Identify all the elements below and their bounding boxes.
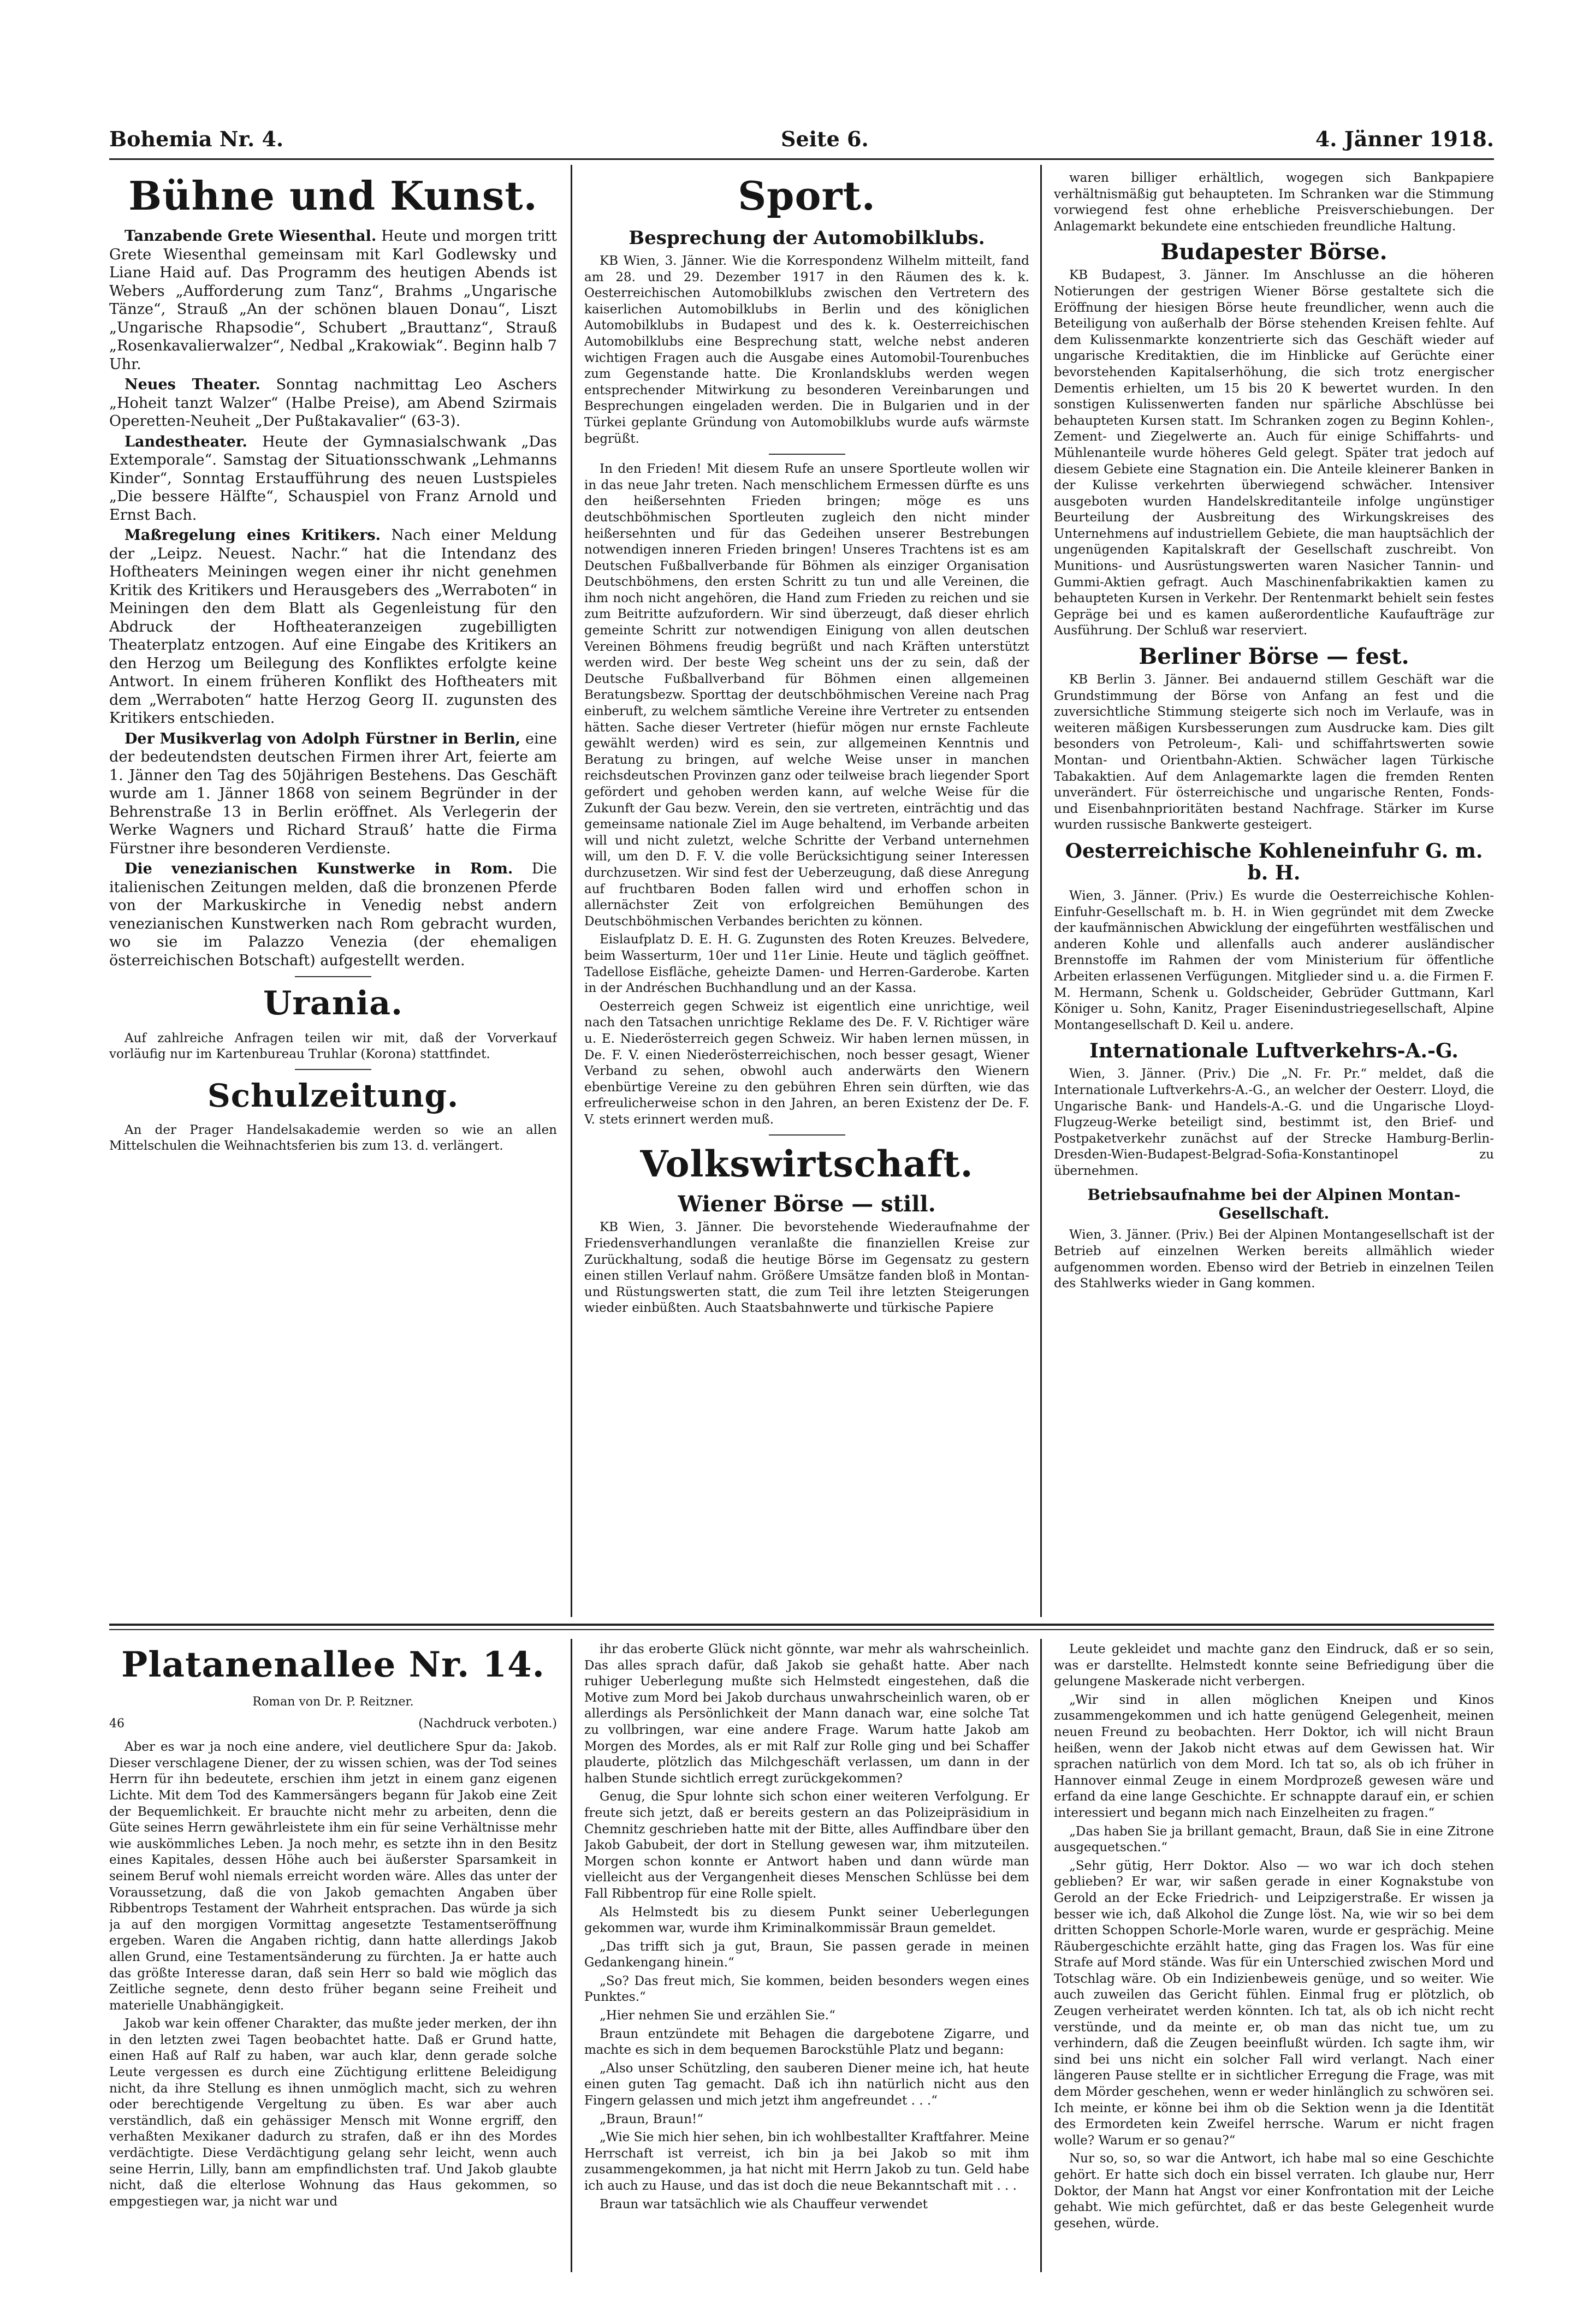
novel-paragraph: „Hier nehmen Sie und erzählen Sie.“ (600, 2008, 835, 2023)
subheading-kohleneinfuhr: Oesterreichische Kohleneinfuhr G. m. b. H. (1065, 839, 1483, 884)
subheading-berlin: Berliner Börse — fest. (1139, 644, 1409, 670)
column-divider (1040, 1639, 1042, 2272)
novel-paragraph: „Wir sind in allen möglichen Kneipen und Kinos zusammengekommen und ich hatte genügend Gelegenheit, meinen neuen Freund zu beobachten. Herr Doktor, ich will nicht Braun heißen, wenn der Jakob nicht etwas auf dem Gewissen hat. Wir sprachen natürlich von dem Mord. Ich tat so, als ob ich früher in Hannover einmal Zeuge in einem Mordprozeß gewesen wäre und erfand da eine lange Geschichte. Er schnappte darauf ein, er schien interessiert und begann mich nach Einzelheiten zu fragen.“ (1054, 1692, 1494, 1820)
article-venezianisch: Die venezianischen Kunstwerke in Rom. Die italienischen Zeitungen melden, daß die bronzenen Pferde von der Markuskirche in Venedig nebst andern venezianischen Kunstwerken nach Rom gebracht wurden, wo sie im Palazzo Venezia (der ehemaligen österreichischen Botschaft) aufgestellt werden. (109, 860, 557, 969)
novel-column-a (109, 1642, 557, 2275)
column-sport (584, 170, 1029, 1617)
novel-paragraph: ihr das eroberte Glück nicht gönnte, war mehr als wahrscheinlich. Das alles sprach dafür, daß Jakob sie gehaßt hatte. Aber nach ruhiger Ueberlegung mußte sich Helmstedt eingestehen, daß die Motive zum Mord bei Jakob durchaus unwahrscheinlich waren, ob er allerdings als Persönlichkeit der Mann danach war, eine solche Tat zu vollbringen, war eine andere Frage. Warum hatte Jakob am Morgen des Mordes, als er mit Ralf zur Rolle ging und bei Schaffer plauderte, plötzlich das Milchgeschäft verlassen, um dann in der halben Stunde sichtlich erregt zurückgekommen? (584, 1642, 1029, 1786)
novel-paragraph: „Also unser Schützling, den sauberen Diener meine ich, hat heute einen guten Tag gemacht. Daß ich ihn natürlich nicht aus den Fingern gelassen und mich jetzt ihm angefreundet . . .“ (584, 2061, 1029, 2108)
column-divider (1040, 165, 1042, 1617)
article-budapest: KB Budapest, 3. Jänner. Im Anschlusse an die höheren Notierungen der gestrigen Wiener Börse gestaltete sich die Eröffnung der hiesigen Börse heute freundlicher, wenn auch die Beteiligung von außerhalb der Börse stehenden Kreisen fehlte. Auf dem Kulissenmarkte konzentrierte sich das Geschäft wieder auf ungarische Kreditaktien, die im Hinblicke auf Gerüchte einer bevorstehenden Kapitalserhöhung, die sich trotz energischer Dementis erhielten, um 15 bis 20 K bewertet wurden. In den sonstigen Kulissenwerten fanden nur spärliche Abschlüsse bei behaupteten Kursen statt. Im Schranken zogen zu Beginn Kohlen-, Zement- und Ziegelwerte an. Auch für einige Schiffahrts- und Mühlenanteile wurde höheres Geld gelegt. Später trat jedoch auf diesem Gebiete eine Stagnation ein. Die Anteile kleinerer Banken in der Kulisse verkehrten überwiegend schwächer. Intensiver ausgeboten wurden Handelskreditanteile infolge ungünstiger Beurteilung der Ausbreitung des Wirkungskreises des Unternehmens auf industriellem Gebiete, die man hauptsächlich der ungenügenden Kapitalskraft der Gesellschaft zuschreibt. Von Munitions- und Ausrüstungswerten waren Nasicher Tannin- und Gummi-Aktien gefragt. Auch Maschinenfabrikaktien kamen zu behaupteten Kursen in Verkehr. Der Rentenmarkt behielt sein festes Gepräge bei und es kamen außerordentliche Kaufaufträge zur Ausführung. Der Schluß war reserviert. (1054, 268, 1494, 638)
novel-paragraph: Jakob war kein offener Charakter, das mußte jeder merken, der ihn in den letzten zwei Tagen beobachtet hatte. Daß er Grund hatte, einen Haß auf Ralf zu haben, war auch klar, denn gerade solche Leute vergessen es durch eine Züchtigung erlittene Beleidigung nicht, da ihre Stellung es ihnen unmöglich macht, sich zu wehren oder berechtigende Vergeltung zu üben. Es war aber auch verständlich, daß ein gehässiger Mensch mit Wonne ergriff, den verhaßten Mexikaner dadurch zu strafen, daß er ihn des Mordes verdächtigte. Diese Verdächtigung gelang sehr leicht, wenn auch seine Herrin, Lilly, bann am empfindlichsten traf. Und Jakob glaubte nicht, daß die elterlose Wohnung das Haus gekommen, so empgestiegen war, ja nicht war und (109, 2017, 557, 2209)
separator (769, 1134, 845, 1136)
novel-paragraph: „Das haben Sie ja brillant gemacht, Braun, daß Sie in eine Zitrone ausgequetschen.“ (1054, 1824, 1494, 1855)
article-wiener-boerse: KB Wien, 3. Jänner. Die bevorstehende Wiederaufnahme der Friedensverhandlungen veranlaßte die finanziellen Kreise zur Zurückhaltung, sodaß die heutige Börse im Gegensatz zu gestern einen stillen Verlauf nahm. Größere Umsätze fanden bloß in Montan- und Rüstungswerten statt, die zum Teil ihre letzten Steigerungen wieder einbüßten. Auch Staatsbahnwerte und türkische Papiere (584, 1220, 1029, 1316)
page-header (109, 127, 1494, 154)
novel-paragraph: „Das trifft sich ja gut, Braun, Sie passen gerade in meinen Gedankengang hinein.“ (584, 1939, 1029, 1970)
novel-paragraph: „Braun, Braun!“ (600, 2112, 704, 2126)
subheading-alpine: Betriebsaufnahme bei der Alpinen Montan-Gesellschaft. (1087, 1186, 1461, 1223)
article-berlin: KB Berlin 3. Jänner. Bei andauernd stillem Geschäft war die Grundstimmung der Börse von Anfang an fest und die zuversichtliche Stimmung steigerte sich noch im Verlaufe, was in weiteren mäßigen Kursbesserungen zum Ausdrucke kam. Dies gilt besonders von Petroleum-, Kali- und schiffahrtswerten sowie Montan- und Orientbahn-Aktien. Schwächer lagen Türkische Tabakaktien. Auf dem Anlagemarkte lagen die fremden Renten unverändert. Für österreichische und ungarische Renten, Fonds- und Eisenbahnprioritäten bestand Nachfrage. Stärker im Kurse wurden russische Bankwerte gesteigert. (1054, 673, 1494, 833)
article-eislaufplatz: Eislaufplatz D. E. H. G. Zugunsten des Roten Kreuzes. Belvedere, beim Wasserturm, 10er und 11er Linie. Heute und täglich geöffnet. Tadellose Eisfläche, geheizte Damen- und Herren-Garderobe. Karten in der Andréschen Buchhandlung und an der Kassa. (584, 932, 1029, 996)
article-luftverkehr: Wien, 3. Jänner. (Priv.) Die „N. Fr. Pr.“ meldet, daß die Internationale Luftverkehrs-A.-G., an welcher der Oesterr. Lloyd, die Ungarische Bank- und Handels-A.-G. und die Ungarische Lloyd-Flugzeug-Werke beteiligt sind, bestimmt ist, den Brief- und Postpaketverkehr zunächst auf der Strecke Hamburg-Berlin-Dresden-Wien-Budapest-Belgrad-Sofia-Konstantinopel zu übernehmen. (1054, 1067, 1494, 1178)
column-buehne (109, 170, 557, 1617)
header-issue: Bohemia Nr. 4. (109, 127, 284, 151)
column-divider (571, 1639, 572, 2272)
article-kohleneinfuhr: Wien, 3. Jänner. (Priv.) Es wurde die Oesterreichische Kohlen-Einfuhr-Gesellschaft m. b. H. in Wien gegründet mit dem Zwecke der kaufmännischen Abwicklung der eingeführten westfälischen und anderen Kohle und allenfalls auch anderer ausländischer Brennstoffe im Rahmen der vom Ministerium für öffentliche Arbeiten erlassenen Verfügungen. Mitglieder sind u. a. die Firmen F. M. Hermann, Schenk u. Goldscheider, Gebrüder Guttmann, Karl Königer u. Sohn, Kanitz, Prager Eisenindustriegesellschaft, Alpine Montangesellschaft D. Keil u. andere. (1054, 888, 1494, 1032)
article-automobilklubs: KB Wien, 3. Jänner. Wie die Korrespondenz Wilhelm mitteilt, fand am 28. und 29. Dezember 1917 in den Räumen des k. k. Oesterreichischen Automobilklubs zwischen den Vertretern des kaiserlichen Automobilklubs in Berlin und des königlichen Automobilklubs in Budapest und des k. k. Oesterreichischen Automobilklubs eine Besprechung statt, welche nebst anderen wichtigen Fragen auch die Ausgabe eines Automobil-Tourenbuches zum Gegenstande hatte. Die Kronlandsklubs werden wegen entsprechender Mitwirkung zu besonderen Vereinbarungen und Besprechungen eingeladen werden. Die in Bulgarien und in der Türkei geplante Gründung von Automobilklubs wurde aufs wärmste begrüßt. (584, 254, 1029, 446)
article-alpine: Wien, 3. Jänner. (Priv.) Bei der Alpinen Montangesellschaft ist der Betrieb auf einzelnen Werken bereits allmählich wieder aufgenommen worden. Ebenso wird der Betrieb in einzelnen Teilen des Stahlwerks wieder in Gang kommen. (1054, 1228, 1494, 1291)
novel-column-c (1054, 1642, 1494, 2275)
section-title-buehne: Bühne und Kunst. (128, 173, 538, 219)
article-fuerstner: Der Musikverlag von Adolph Fürstner in Berlin, eine der bedeutendsten deutschen Firmen ihrer Art, feierte am 1. Jänner den Tag des 50jährigen Bestehens. Das Geschäft wurde am 1. Jänner 1868 von seinem Begründer in der Behrenstraße 13 in Berlin eröffnet. Als Verlegerin der Werke Wagners und Richard Strauß’ hatte die Firma Fürstner ihre besonderen Verdienste. (109, 730, 557, 857)
novel-paragraph: „So? Das freut mich, Sie kommen, beiden besonders wegen eines Punktes.“ (584, 1974, 1029, 2005)
section-title-urania: Urania. (263, 984, 403, 1023)
novel-meta (109, 1716, 557, 1732)
article-landestheater: Landestheater. Heute der Gymnasialschwank „Das Extemporale“. Samstag der Situationsschwank „Lehmanns Kinder“, Sonntag Erstaufführung des neuen Lustspieles „Die bessere Hälfte“, Schauspiel von Franz Arnold und Ernst Bach. (109, 433, 557, 524)
subheading-wiener-boerse: Wiener Börse — still. (678, 1191, 936, 1217)
subheading-automobilklubs: Besprechung der Automobilklubs. (629, 227, 985, 249)
subheading-luftverkehr: Internationale Luftverkehrs-A.-G. (1089, 1039, 1459, 1063)
novel-column-b (584, 1642, 1029, 2275)
novel-paragraph: Braun entzündete mit Behagen die dargebotene Zigarre, und machte es sich in dem bequemen Barockstühle Platz und begann: (584, 2026, 1029, 2058)
novel-paragraph: Leute gekleidet und machte ganz den Eindruck, daß er so sein, was er darstellte. Helmstedt konnte seine Befriedigung über die gelungene Maskerade nicht verbergen. (1054, 1642, 1494, 1689)
article-schulzeitung: An der Prager Handelsakademie werden so wie an allen Mittelschulen die Weihnachtsferien bis zum 13. d. verlängert. (109, 1123, 557, 1153)
article-wiesenthal: Tanzabende Grete Wiesenthal. Heute und morgen tritt Grete Wiesenthal gemeinsam mit Karl Godlewsky und Liane Haid auf. Das Programm des heutigen Abends ist Webers „Aufforderung zum Tanz“, Brahms „Ungarische Tänze“, Strauß „An der schönen blauen Donau“, Liszt „Ungarische Rhapsodie“, Schubert „Brauttanz“, Strauß „Rosenkavalierwalzer“, Nedbal „Krakowiak“. Beginn halb 7 Uhr. (109, 228, 557, 373)
novel-installment-number: 46 (109, 1716, 124, 1731)
column-divider (571, 165, 572, 1617)
novel-paragraph: Aber es war ja noch eine andere, viel deutlichere Spur da: Jakob. Dieser verschlagene Diener, der zu wissen schien, was der Tod seines Herrn für ihn bedeutete, erschien ihm jetzt in einem ganz eigenen Lichte. Mit dem Tod des Kammersängers begann für Jakob eine Zeit der Bequemlichkeit. Er brauchte nicht mehr zu arbeiten, denn die Güte seines Herrn gewährleistete ihm ein für seine Verhältnisse mehr wie auskömmliches Leben. Ja noch mehr, es setzte ihn in den Besitz eines Kapitales, dessen Höhe auch bei äußerster Sparsamkeit in seinem Beruf wohl niemals erreicht worden wäre. Alles das unter der Voraussetzung, daß die von Jakob gemachten Angaben über Ribbentrops Testament der Wahrheit entsprachen. Das würde ja sich ja auf den morgigen Vormittag angesetzte Testamentseröffnung ergeben. Waren die Angaben richtig, dann hatte allerdings Jakob allen Grund, eine Testamentsänderung zu fürchten. Ja er hatte auch das größte Interesse daran, daß sein Herr so bald wie möglich das Zeitliche segnete, denn desto früher begann seine Freiheit und materielle Unabhängigkeit. (109, 1740, 557, 2013)
novel-copyright-notice: (Nachdruck verboten.) (418, 1716, 557, 1731)
article-oesterreich-schweiz: Oesterreich gegen Schweiz ist eigentlich eine unrichtige, weil nach den Tatsachen unrichtige Reklame des De. F. V. Richtiger wäre u. E. Niederösterreich gegen Schweiz. Wir haben lernen müssen, in De. F. V. einen Niederösterreichischen, noch besser gesagt, Wiener Verband zu sehen, obwohl auch anderwärts den Wienern ebenbürtige Vereine zu den gebühren Ehren sein dürften, wie das erfreulicherweise schon in den Jahren, an beren Existenz der De. F. V. stets erinnert werden muß. (584, 999, 1029, 1127)
subheading-budapest: Budapester Börse. (1160, 239, 1388, 265)
separator (295, 1069, 371, 1070)
feuilleton-rule (109, 1629, 1494, 1630)
header-page-number: Seite 6. (781, 127, 869, 151)
article-urania: Auf zahlreiche Anfragen teilen wir mit, daß der Vorverkauf vorläufig nur im Kartenbureau Truhlar (Korona) stattfindet. (109, 1031, 557, 1061)
novel-paragraph: „Sehr gütig, Herr Doktor. Also — wo war ich doch stehen geblieben? Er war, wir saßen gerade in einer Kognakstube von Gerold an der Ecke Friedrich- und Leipzigerstraße. Er wissen ja besser wie ich, daß Alkohol die Zunge löst. Na, wie wir so bei dem dritten Schoppen Schorle-Morle waren, wurde er gesprächig. Meine Räubergeschichte erzählt hatte, ging das Fragen los. Was für eine Strafe auf Mord stände. Was für ein Unterschied zwischen Mord und Totschlag wäre. Ob ein Indizienbeweis genüge, und so weiter. Wie auch zuweilen das Gericht fühlen. Einmal frug er plötzlich, ob Zeugen verheiratet werden könnten. Ich tat, als ob ich nicht recht verstünde, und da meinte er, ob man das nicht tue, um zu verhindern, daß die Zeugen beeinflußt würden. Ich sagte ihm, wir sind bei uns nicht ein solcher Fall wird verlangt. Nach einer längeren Pause stellte er in sichtlicher Erregung die Frage, was mit dem Mörder geschehen, wenn er weder hinlänglich zu schwören sei. Ich meinte, er könne bei ihm ob die Sektion wenn ja die Identität des Ermordeten kein Zweifel herrsche. Warum er nicht fragen wolle? Warum er so genau?“ (1054, 1858, 1494, 2148)
novel-title: Platanenallee Nr. 14. (121, 1644, 545, 1685)
novel-paragraph: Nur so, so, so war die Antwort, ich habe mal so eine Geschichte gehört. Er hatte sich doch ein bissel verraten. Ich glaube nur, Herr Doktor, der Mann hat Angst vor einer Konfrontation mit der Leiche gehabt. Wie mich gefürchtet, daß er das beste Gelegenheit wurde gesehen, würde. (1054, 2151, 1494, 2231)
separator (295, 976, 371, 977)
column-boerse (1054, 170, 1494, 1617)
article-frieden: In den Frieden! Mit diesem Rufe an unsere Sportleute wollen wir in das neue Jahr treten. Nach menschlichem Ermessen dürfte es uns den heißersehnten Frieden bringen; möge es uns deutschböhmischen Sportleuten zugleich den nicht minder heißersehnten und für das Gedeihen unserer Bestrebungen notwendigen inneren Frieden bringen! Unseres Trachtens ist es am Deutschen Fußballverbande für Böhmen als einziger Organisation Deutschböhmens, den ersten Schritt zu tun und alle Vereinen, die ihm noch nicht angehören, die Hand zum Frieden zu reichen und sie zum Beitritte aufzufordern. Wir sind überzeugt, daß dieser ehrlich gemeinte Schritt zur notwendigen Einigung von allen deutschen Vereinen Böhmens freudig begrüßt und nach Kräften unterstützt werden wird. Der beste Weg scheint uns der zu sein, daß der Deutsche Fußballverband für Böhmen einen allgemeinen Beratungsbezw. Sporttag der deutschböhmischen Vereine nach Prag einberuft, zu welchem sämtliche Vereine ihre Vertreter zu entsenden hätten. Sache dieser Vertreter (hiefür mögen nur ernste Fachleute gewählt werden) wird es sein, zur allgemeinen Kenntnis und Beratung zu bringen, auf welche Weise unser in manchen reichsdeutschen Provinzen ganz oder teilweise brach liegender Sport gefördert und gehoben werden kann, auf welche Weise für die Zukunft der Gau bezw. Verein, den sie vertreten, einträchtig und das gemeinsame nationale Ziel im Auge behaltend, im Verbande arbeiten will und nicht zuletzt, welche Schritte der Verband unternehmen will, um den D. F. V. die volle Berücksichtigung seiner Interessen durchzusetzen. Wir sind fest der Ueberzeugung, daß diese Anregung auf fruchtbaren Boden fallen wird und erhoffen schon in allernächster Zeit von erfolgreichen Bemühungen des Deutschböhmischen Verbandes berichten zu können. (584, 462, 1029, 929)
section-title-volkswirtschaft: Volkswirtschaft. (640, 1143, 974, 1186)
novel-paragraph: Genug, die Spur lohnte sich schon einer weiteren Verfolgung. Er freute sich jetzt, daß er bereits gestern an das Polizeipräsidium in Chemnitz geschrieben hatte mit der Bitte, alles Auffindbare über den Jakob Gabubeit, der dort in Stellung gewesen war, ihm mitzuteilen. Morgen schon konnte er Antwort haben und dann würde man vielleicht aus der Vergangenheit dieses Menschen Schlüsse bei dem Fall Ribbentrop für eine Rolle spielt. (584, 1790, 1029, 1901)
newspaper-page (109, 127, 1494, 2278)
novel-paragraph: Als Helmstedt bis zu diesem Punkt seiner Ueberlegungen gekommen war, wurde ihm Kriminalkommissär Braun gemeldet. (584, 1905, 1029, 1936)
section-title-schulzeitung: Schulzeitung. (207, 1077, 459, 1114)
novel-byline: Roman von Dr. P. Reitzner. (252, 1695, 414, 1709)
novel-paragraph: „Wie Sie mich hier sehen, bin ich wohlbestallter Kraftfahrer. Meine Herrschaft ist verreist, ich bin ja bei Jakob so mit ihm zusammengekommen, ja hat nicht mit Herrn Jakob zu tun. Geld habe ich auch zu Hause, und das ist doch die neue Bekanntschaft mit . . . (584, 2130, 1029, 2193)
article-neues-theater: Neues Theater. Sonntag nachmittag Leo Aschers „Hoheit tanzt Walzer“ (Halbe Preise), am Abend Szirmais Operetten-Neuheit „Der Pußtakavalier“ (63-3). (109, 376, 557, 430)
feuilleton-rule (109, 1624, 1494, 1626)
section-title-sport: Sport. (738, 173, 876, 219)
header-date: 4. Jänner 1918. (1315, 127, 1494, 151)
header-rule (109, 158, 1494, 160)
novel-paragraph: Braun war tatsächlich wie als Chauffeur verwendet (600, 2197, 928, 2212)
article-wiener-boerse-cont: waren billiger erhältlich, wogegen sich Bankpapiere verhältnismäßig gut behaupteten. Im Schranken war die Stimmung vorwiegend fest ohne erhebliche Preisverschiebungen. Der Anlagemarkt bekundete eine entschieden freundliche Haltung. (1054, 171, 1494, 234)
separator (769, 454, 845, 455)
article-kritiker: Maßregelung eines Kritikers. Nach einer Meldung der „Leipz. Neuest. Nachr.“ hat die Intendanz des Hoftheaters Meiningen wegen einer ihr nicht genehmen Kritik des Kritikers und Herausgebers des „Werraboten“ in Meiningen den dem Blatt als Gegenleistung für den Abdruck der Hoftheateranzeigen zugebilligten Theaterplatz entzogen. Auf eine Eingabe des Kritikers an den Herzog um Beilegung des Konfliktes erfolgte keine Antwort. In einem früheren Konflikt des Hoftheaters mit dem „Werraboten“ hatte Herzog Georg II. zugunsten des Kritikers entschieden. (109, 527, 557, 727)
